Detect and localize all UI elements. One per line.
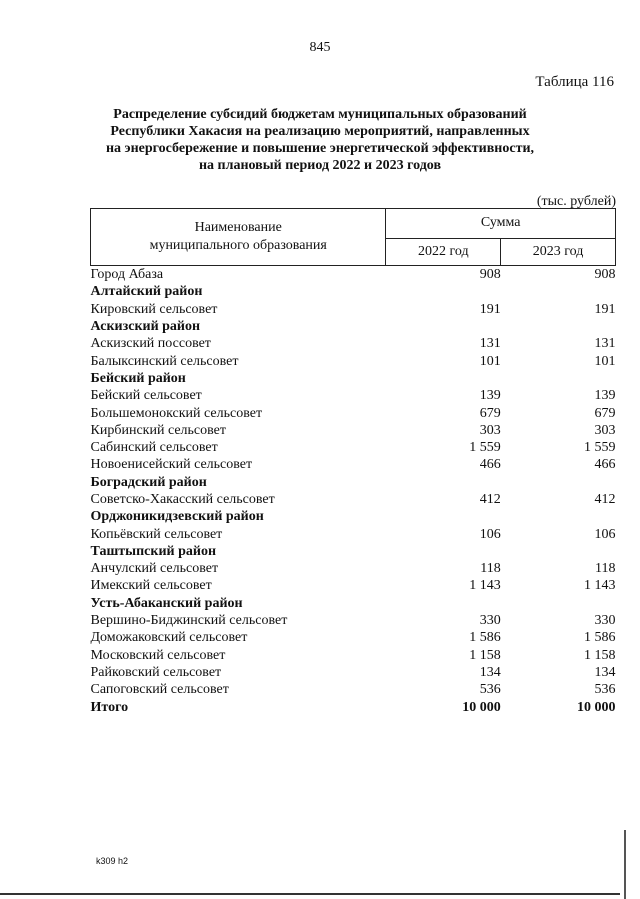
row-value-2023 (501, 595, 616, 612)
row-name: Бейский район (90, 370, 186, 386)
row-value-2022: 1 559 (469, 440, 501, 456)
row-value-2022: 908 (479, 267, 501, 283)
title-line: на энергосбережение и повышение энергетической эффективности, (105, 141, 535, 156)
row-name: Усть-Абаканский район (90, 595, 243, 611)
row-value-2023: 131 (594, 336, 616, 352)
table-row (91, 629, 616, 646)
row-value-2022: 1 158 (469, 647, 501, 663)
table-row (91, 560, 616, 577)
table-row (91, 387, 616, 404)
row-value-2023: 134 (594, 664, 616, 680)
row-value-2023: 1 586 (584, 630, 616, 646)
row-name: Сабинский сельсовет (90, 440, 218, 456)
column-header-sum: Сумма (386, 209, 616, 239)
row-name: Алтайский район (90, 284, 203, 300)
row-value-2023 (501, 474, 616, 491)
row-value-2023 (501, 543, 616, 560)
total-value-2022: 10 000 (462, 699, 501, 715)
row-value-2022: 134 (479, 664, 501, 680)
row-value-2022: 679 (479, 405, 501, 421)
table-row (91, 439, 616, 456)
row-value-2023: 908 (594, 267, 616, 283)
row-value-2022: 118 (480, 561, 501, 577)
district-row (91, 318, 616, 335)
total-row (91, 698, 616, 715)
table-row (91, 491, 616, 508)
row-value-2022 (386, 508, 501, 525)
footer-code: k309 h2 (96, 856, 129, 866)
total-label: Итого (90, 699, 129, 715)
table-row (91, 664, 616, 681)
row-name: Балыксинский сельсовет (90, 353, 239, 369)
row-value-2022: 1 143 (469, 578, 501, 594)
row-value-2022: 412 (479, 492, 501, 507)
edge-divider (624, 830, 626, 899)
table-body (91, 266, 616, 716)
row-value-2023: 106 (594, 526, 616, 542)
row-value-2023 (501, 508, 616, 525)
row-value-2023: 1 158 (584, 647, 616, 663)
table-row (91, 456, 616, 473)
title-line: на плановый период 2022 и 2023 годов (198, 158, 442, 173)
row-name: Город Абаза (90, 267, 164, 283)
row-value-2022 (386, 318, 501, 335)
row-value-2022 (386, 370, 501, 387)
row-name: Орджоникидзевский район (90, 509, 264, 525)
row-value-2023: 1 143 (584, 578, 616, 594)
table-row (91, 404, 616, 421)
document-title (60, 106, 580, 174)
row-value-2022: 330 (479, 613, 501, 629)
row-value-2023: 101 (594, 353, 616, 369)
row-value-2023: 118 (595, 561, 616, 577)
row-value-2022 (386, 474, 501, 491)
row-value-2022: 101 (479, 353, 501, 369)
table-row (91, 352, 616, 369)
row-value-2022: 106 (479, 526, 501, 542)
row-name: Новоенисейский сельсовет (90, 457, 253, 473)
row-value-2023: 303 (594, 422, 616, 438)
column-header-name (91, 209, 386, 266)
table-row (91, 301, 616, 318)
row-value-2023: 466 (594, 457, 616, 473)
column-header-name-line2: муниципального образования (149, 238, 327, 253)
row-value-2023: 330 (594, 613, 616, 629)
row-value-2023: 191 (594, 301, 616, 317)
row-value-2022: 131 (479, 336, 501, 352)
row-value-2023: 679 (594, 405, 616, 421)
table-label: Таблица 116 (535, 74, 614, 90)
row-name: Боградский район (90, 474, 207, 490)
row-name: Сапоговский сельсовет (90, 682, 229, 698)
district-row (91, 283, 616, 300)
table-row (91, 335, 616, 352)
row-name: Аскизский поссовет (90, 336, 211, 352)
table-row (91, 422, 616, 439)
row-name: Кировский сельсовет (90, 301, 218, 317)
row-value-2023: 412 (594, 492, 616, 507)
page-number: 845 (309, 40, 331, 55)
table-row (91, 525, 616, 542)
row-value-2022 (386, 543, 501, 560)
row-name: Таштыпский район (90, 543, 217, 559)
table-row (91, 647, 616, 664)
row-value-2022: 466 (479, 457, 501, 473)
bottom-divider (0, 893, 620, 895)
row-value-2022 (386, 283, 501, 300)
column-header-2023: 2023 год (501, 238, 616, 265)
row-value-2023 (501, 318, 616, 335)
district-row (91, 508, 616, 525)
units-label: (тыс. рублей) (536, 194, 616, 209)
row-name: Доможаковский сельсовет (90, 630, 248, 646)
table-row (91, 577, 616, 594)
row-value-2022 (386, 595, 501, 612)
title-line: Республики Хакасия на реализацию мероприятий, направленных (110, 124, 530, 139)
row-name: Вершино-Биджинский сельсовет (90, 613, 288, 629)
row-value-2022: 303 (479, 422, 501, 438)
table-row (91, 612, 616, 629)
subsidy-table (90, 208, 616, 716)
column-header-2022: 2022 год (386, 238, 501, 265)
row-name: Имекский сельсовет (90, 578, 212, 594)
row-name: Копьёвский сельсовет (90, 526, 223, 542)
row-name: Большемонокский сельсовет (90, 405, 263, 421)
district-row (91, 474, 616, 491)
district-row (91, 595, 616, 612)
title-line: Распределение субсидий бюджетам муниципальных образований (113, 107, 527, 122)
row-name: Анчулский сельсовет (90, 561, 219, 577)
row-value-2022: 1 586 (469, 630, 501, 646)
row-value-2023: 1 559 (584, 440, 616, 456)
row-value-2023 (501, 283, 616, 300)
row-name: Кирбинский сельсовет (90, 422, 226, 438)
table-row (91, 681, 616, 698)
district-row (91, 543, 616, 560)
row-value-2023 (501, 370, 616, 387)
total-value-2023: 10 000 (577, 699, 616, 715)
row-value-2022: 139 (479, 388, 501, 404)
row-name: Аскизский район (90, 319, 201, 335)
row-value-2022: 191 (479, 301, 501, 317)
column-header-name-line1: Наименование (194, 220, 282, 235)
row-name: Советско-Хакасский сельсовет (90, 492, 275, 507)
row-name: Московский сельсовет (90, 647, 226, 663)
row-value-2022: 536 (479, 682, 501, 698)
table-header (91, 209, 616, 266)
row-name: Райковский сельсовет (90, 664, 222, 680)
row-value-2023: 139 (594, 388, 616, 404)
row-name: Бейский сельсовет (90, 388, 202, 404)
district-row (91, 370, 616, 387)
table-row (91, 266, 616, 284)
row-value-2023: 536 (594, 682, 616, 698)
